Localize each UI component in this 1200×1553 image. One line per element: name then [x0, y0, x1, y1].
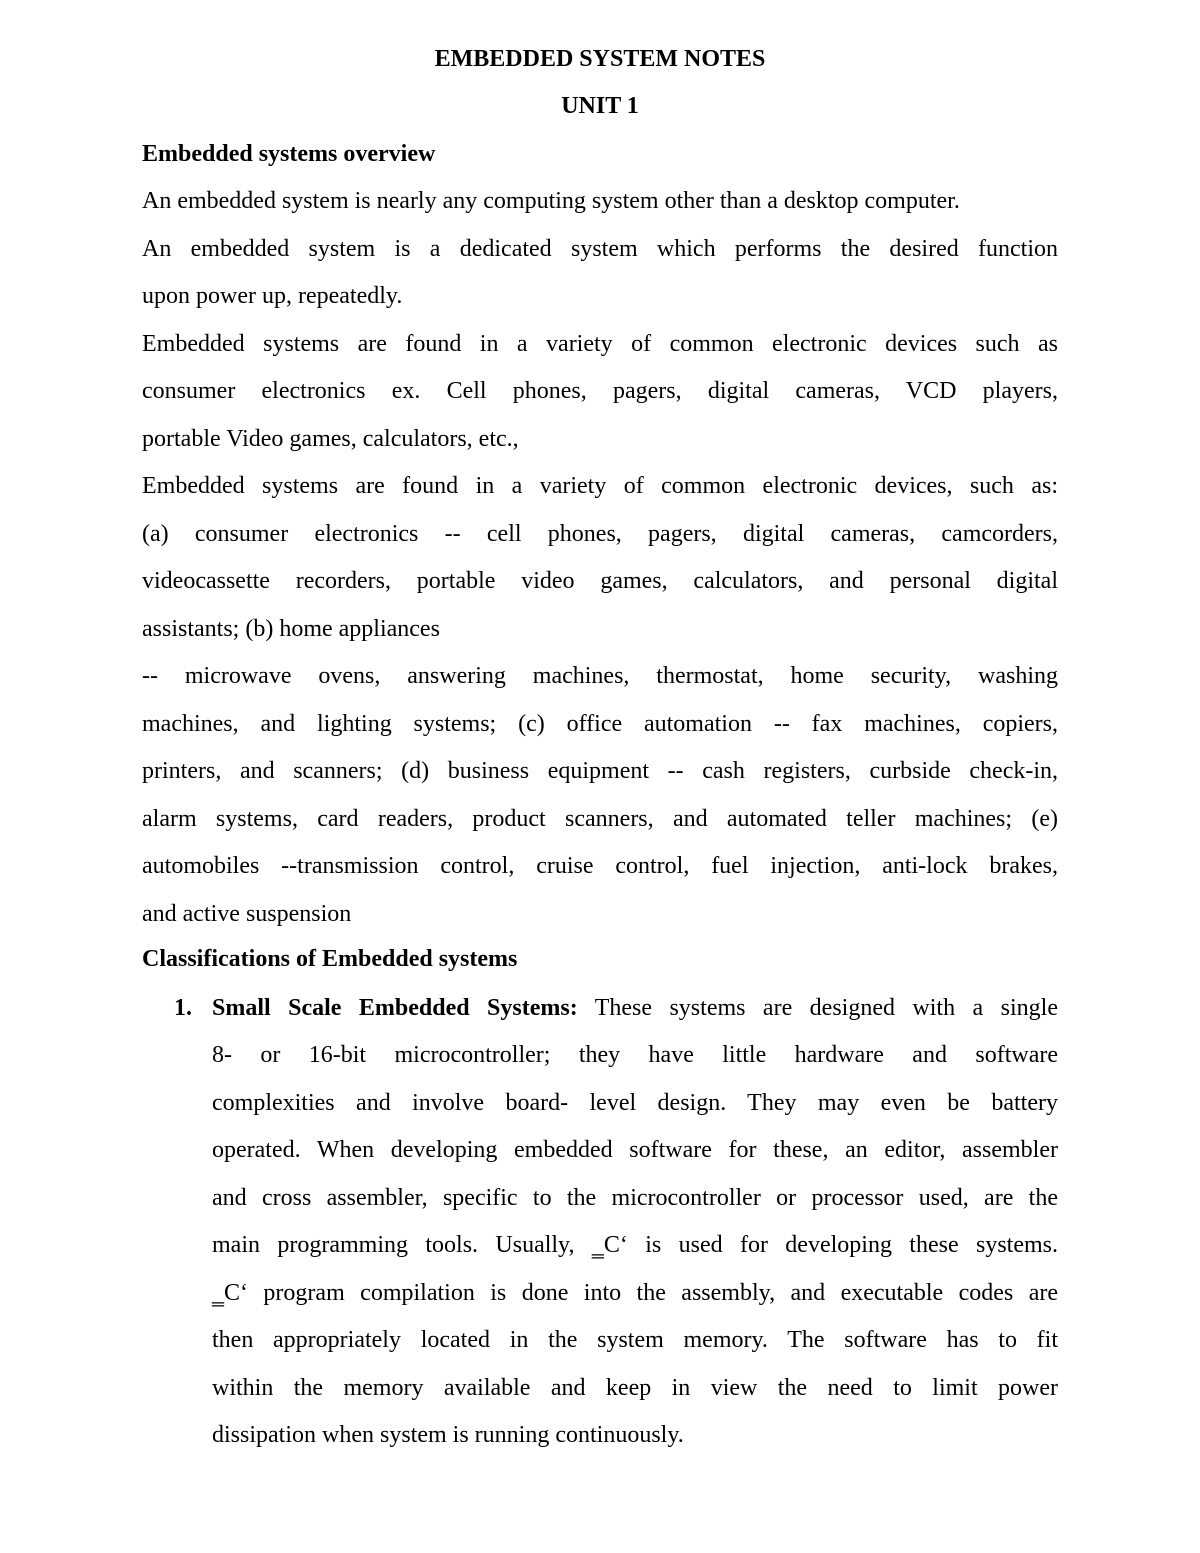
paragraph-line: printers, and scanners; (d) business equipment -- cash registers, curbside check-in, [142, 758, 1058, 784]
paragraph-line: -- microwave ovens, answering machines, thermostat, home security, washing [142, 663, 1058, 689]
paragraph-line: Embedded systems are found in a variety of common electronic devices, such as: [142, 473, 1058, 499]
list-item-line: and cross assembler, specific to the microcontroller or processor used, are the [212, 1185, 1058, 1211]
section-heading-overview: Embedded systems overview [142, 141, 436, 167]
list-item-line: dissipation when system is running continuously. [212, 1422, 684, 1448]
paragraph-line: An embedded system is a dedicated system which performs the desired function [142, 236, 1058, 262]
paragraph-line: (a) consumer electronics -- cell phones, pagers, digital cameras, camcorders, [142, 521, 1058, 547]
list-item-line: 8- or 16-bit microcontroller; they have little hardware and software [212, 1042, 1058, 1068]
paragraph-line: portable Video games, calculators, etc., [142, 426, 519, 452]
list-item-line: main programming tools. Usually, ‗C‘ is used for developing these systems. [212, 1232, 1058, 1258]
paragraph-line: automobiles --transmission control, cruise control, fuel injection, anti-lock brakes, [142, 853, 1058, 879]
list-item-number: 1. [174, 995, 192, 1021]
paragraph-line: An embedded system is nearly any computing system other than a desktop computer. [142, 188, 960, 214]
paragraph-line: videocassette recorders, portable video games, calculators, and personal digital [142, 568, 1058, 594]
list-item-text: These systems are designed with a single [594, 995, 1058, 1021]
unit-heading: UNIT 1 [561, 93, 639, 119]
paragraph-line: consumer electronics ex. Cell phones, pagers, digital cameras, VCD players, [142, 378, 1058, 404]
paragraph-line: machines, and lighting systems; (c) office automation -- fax machines, copiers, [142, 711, 1058, 737]
list-item-line: operated. When developing embedded software for these, an editor, assembler [212, 1137, 1058, 1163]
list-item-first-line [212, 993, 1058, 1023]
paragraph-line: assistants; (b) home appliances [142, 616, 440, 642]
section-heading-classifications: Classifications of Embedded systems [142, 946, 518, 972]
paragraph-line: and active suspension [142, 901, 352, 927]
list-item-line: within the memory available and keep in view the need to limit power [212, 1375, 1058, 1401]
paragraph-line: Embedded systems are found in a variety of common electronic devices such as [142, 331, 1058, 357]
list-item-line: ‗C‘ program compilation is done into the assembly, and executable codes are [212, 1280, 1058, 1306]
list-item-line: complexities and involve board- level design. They may even be battery [212, 1090, 1058, 1116]
paragraph-line: upon power up, repeatedly. [142, 283, 403, 309]
list-item-line: then appropriately located in the system memory. The software has to fit [212, 1327, 1058, 1353]
paragraph-line: alarm systems, card readers, product scanners, and automated teller machines; (e) [142, 806, 1058, 832]
list-item-label: Small Scale Embedded Systems: [212, 995, 578, 1021]
document-title: EMBEDDED SYSTEM NOTES [434, 46, 766, 72]
